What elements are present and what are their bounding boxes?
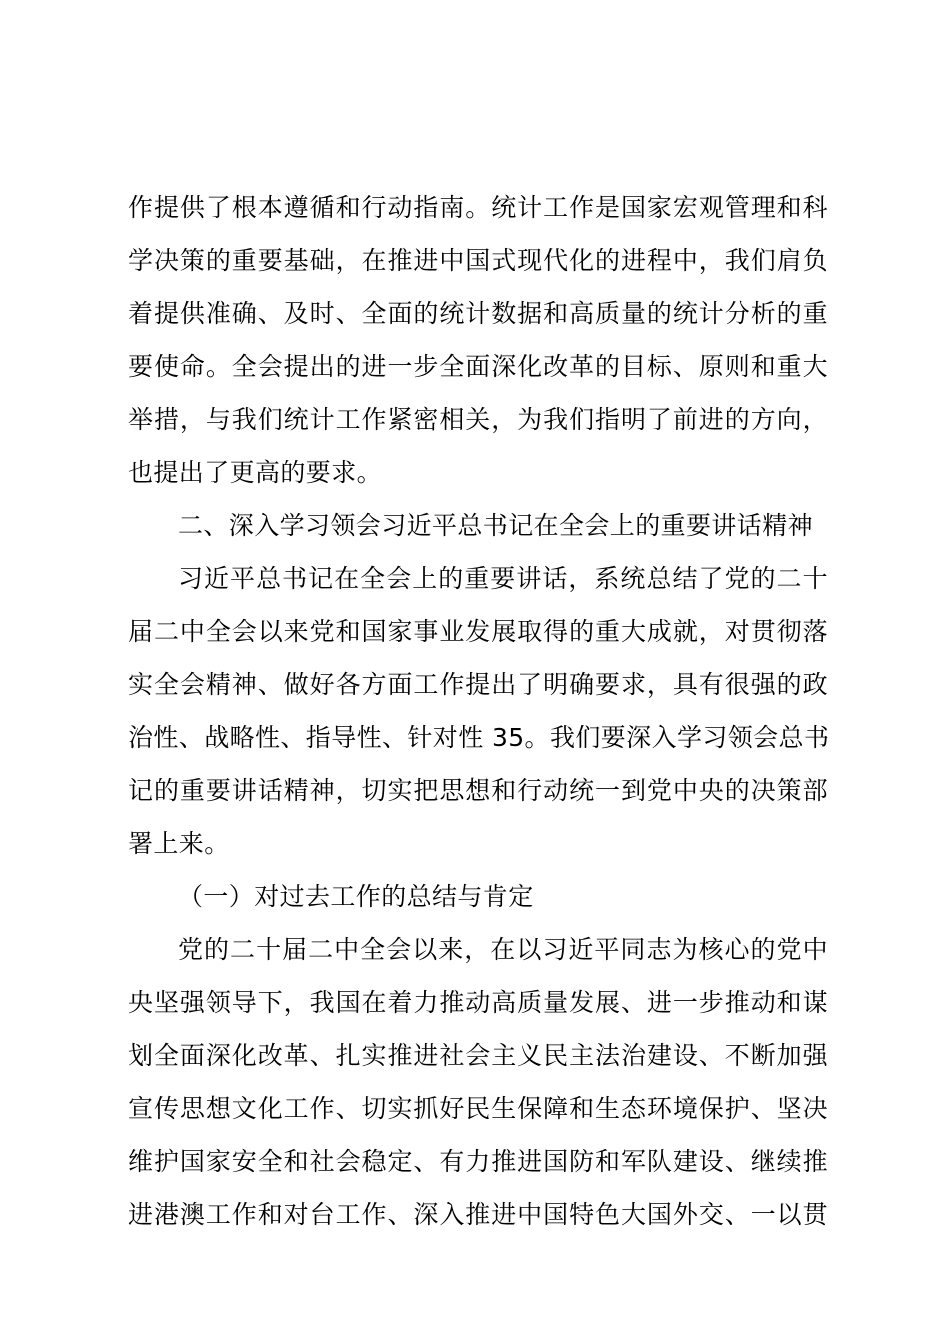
paragraph-line: 划全面深化改革、扎实推进社会主义民主法治建设、不断加强 [128, 1041, 828, 1070]
paragraph-line: 央坚强领导下，我国在着力推动高质量发展、进一步推动和谋 [128, 988, 828, 1017]
section-heading: 二、深入学习领会习近平总书记在全会上的重要讲话精神 [178, 511, 814, 540]
paragraph-line: 举措，与我们统计工作紧密相关，为我们指明了前进的方向， [128, 405, 828, 434]
paragraph-line: 要使命。全会提出的进一步全面深化改革的目标、原则和重大 [128, 352, 828, 381]
paragraph-line: 也提出了更高的要求。 [128, 458, 383, 487]
paragraph-line: 宣传思想文化工作、切实抓好民生保障和生态环境保护、坚决 [128, 1094, 828, 1123]
paragraph-line: 署上来。 [128, 829, 230, 858]
paragraph-line: 进港澳工作和对台工作、深入推进中国特色大国外交、一以贯 [128, 1200, 828, 1229]
paragraph-line: 党的二十届二中全会以来，在以习近平同志为核心的党中 [178, 935, 828, 964]
subsection-heading: （一）对过去工作的总结与肯定 [178, 882, 534, 911]
paragraph-line: 维护国家安全和社会稳定、有力推进国防和军队建设、继续推 [128, 1147, 828, 1176]
paragraph-line: 届二中全会以来党和国家事业发展取得的重大成就，对贯彻落 [128, 617, 828, 646]
paragraph-line: 治性、战略性、指导性、针对性 35。我们要深入学习领会总书 [128, 723, 830, 752]
paragraph-line: 着提供准确、及时、全面的统计数据和高质量的统计分析的重 [128, 299, 828, 328]
paragraph-line: 作提供了根本遵循和行动指南。统计工作是国家宏观管理和科 [128, 193, 828, 222]
paragraph-line: 记的重要讲话精神，切实把思想和行动统一到党中央的决策部 [128, 776, 828, 805]
paragraph-line: 习近平总书记在全会上的重要讲话，系统总结了党的二十 [178, 564, 828, 593]
paragraph-line: 学决策的重要基础，在推进中国式现代化的进程中，我们肩负 [128, 246, 828, 275]
paragraph-line: 实全会精神、做好各方面工作提出了明确要求，具有很强的政 [128, 670, 828, 699]
